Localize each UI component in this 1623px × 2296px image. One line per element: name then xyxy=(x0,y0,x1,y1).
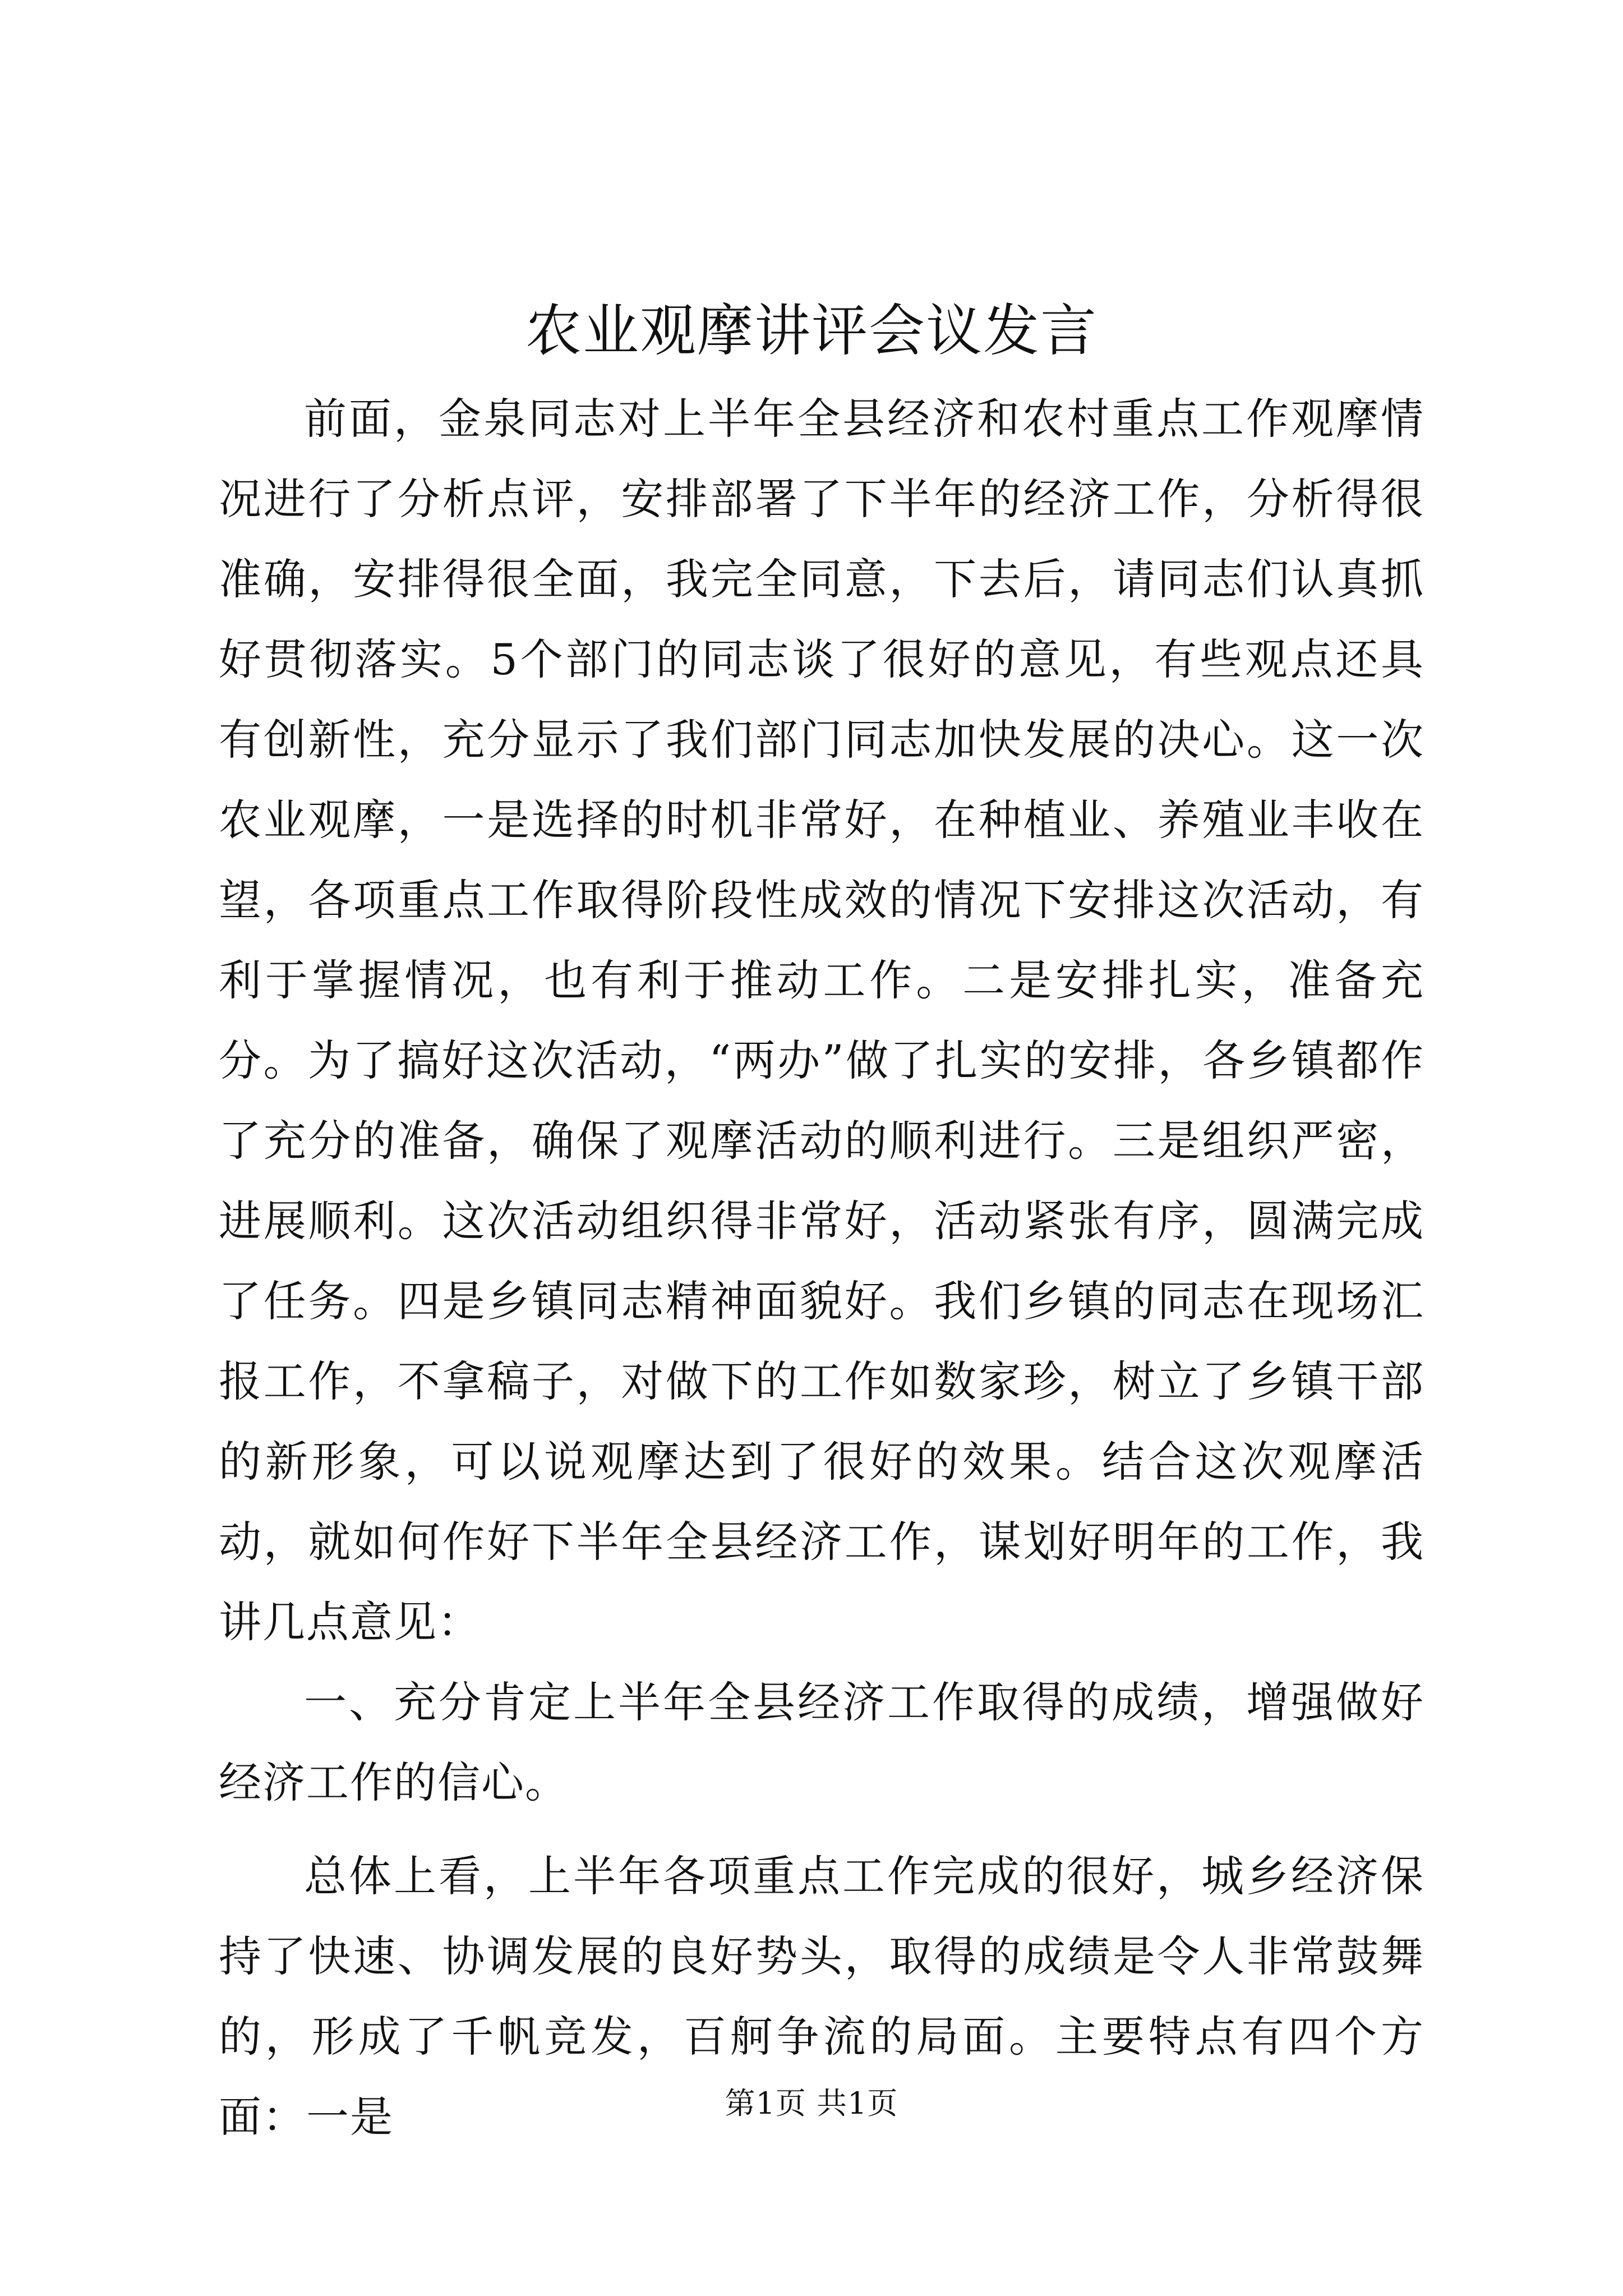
paragraph-overview: 总体上看，上半年各项重点工作完成的很好，城乡经济保持了快速、协调发展的良好势头，取得的成绩是令人非常鼓舞的，形成了千帆竞发，百舸争流的局面。主要特点有四个方面：一是 xyxy=(219,1851,1424,2142)
page-footer: 第1页 共1页 xyxy=(725,2086,898,2121)
document-title: 农业观摩讲评会议发言 xyxy=(525,298,1098,364)
paragraph-intro: 前面，金泉同志对上半年全县经济和农村重点工作观摩情况进行了分析点评，安排部署了下半年的经济工作，分析得很准确，安排得很全面，我完全同意，下去后，请同志们认真抓好贯彻落实。5个部门的同志谈了很好的意见，有些观点还具有创新性，充分显示了我们部门同志加快发展的决心。这一次农业观摩，一是选择的时机非常好，在种植业、养殖业丰收在望，各项重点工作取得阶段性成效的情况下安排这次活动，有利于掌握情况，也有利于推动工作。二是安排扎实，准备充分。为了搞好这次活动，“两办”做了扎实的安排，各乡镇都作了充分的准备，确保了观摩活动的顺利进行。三是组织严密，进展顺利。这次活动组织得非常好，活动紧张有序，圆满完成了任务。四是乡镇同志精神面貌好。我们乡镇的同志在现场汇报工作，不拿稿子，对做下的工作如数家珍，树立了乡镇干部的新形象，可以说观摩达到了很好的效果。结合这次观摩活动，就如何作好下半年全县经济工作，谋划好明年的工作，我讲几点意见： xyxy=(219,394,1424,1647)
paragraph-heading-one: 一、充分肯定上半年全县经济工作取得的成绩，增强做好经济工作的信心。 xyxy=(219,1677,1424,1807)
document-body xyxy=(219,379,1424,2157)
